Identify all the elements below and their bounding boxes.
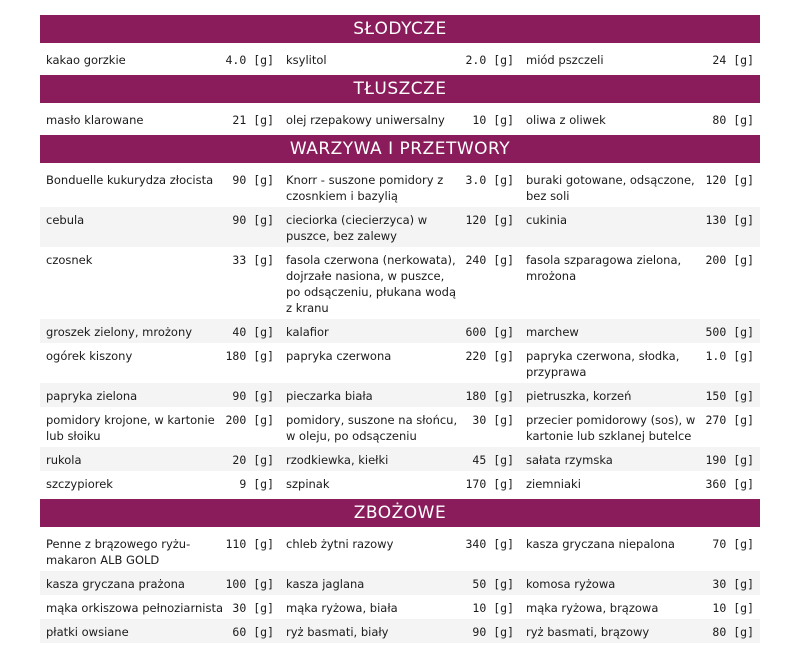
- quantity-value: 90: [232, 213, 247, 227]
- product-name: chleb żytni razowy: [286, 537, 394, 551]
- table-row: [40, 319, 760, 343]
- product-cell: [40, 319, 280, 343]
- product-quantity: [466, 348, 515, 380]
- quantity-value: 180: [465, 389, 487, 403]
- product-quantity: [706, 412, 755, 444]
- product-quantity: [466, 52, 515, 68]
- quantity-unit: [g]: [253, 173, 274, 187]
- product-name: pomidory krojone, w kartonie lub słoiku: [46, 413, 215, 443]
- product-name: kasza jaglana: [286, 577, 365, 591]
- table-row: [40, 571, 760, 595]
- quantity-unit: [g]: [733, 389, 754, 403]
- quantity-unit: [g]: [733, 413, 754, 427]
- product-cell: [520, 383, 760, 407]
- section-header: SŁODYCZE: [40, 15, 760, 43]
- quantity-value: 360: [705, 477, 727, 491]
- product-quantity: [226, 576, 275, 592]
- product-quantity: [706, 212, 755, 244]
- product-name: mąka orkiszowa pełnoziarnista: [46, 601, 224, 615]
- product-name: groszek zielony, mrożony: [46, 325, 193, 339]
- table-row: [40, 383, 760, 407]
- product-name: mąka ryżowa, biała: [286, 601, 398, 615]
- section-header: WARZYWA I PRZETWORY: [40, 135, 760, 163]
- product-cell: [520, 319, 760, 343]
- product-name: płatki owsiane: [46, 625, 129, 639]
- quantity-value: 120: [465, 213, 487, 227]
- product-cell: [40, 619, 280, 643]
- product-cell: [520, 343, 760, 383]
- product-name: ryż basmati, brązowy: [526, 625, 650, 639]
- quantity-value: 120: [705, 173, 727, 187]
- quantity-value: 110: [225, 537, 247, 551]
- quantity-unit: [g]: [253, 601, 274, 615]
- product-quantity: [232, 452, 274, 468]
- product-name: papryka zielona: [46, 389, 138, 403]
- product-quantity: [712, 112, 754, 128]
- quantity-value: 270: [705, 413, 727, 427]
- product-quantity: [232, 172, 274, 204]
- product-name: kasza gryczana niepalona: [526, 537, 675, 551]
- product-quantity: [239, 476, 274, 492]
- table-row: [40, 167, 760, 207]
- quantity-value: 180: [225, 349, 247, 363]
- product-cell: [520, 571, 760, 595]
- product-cell: [40, 343, 280, 383]
- quantity-unit: [g]: [493, 601, 514, 615]
- quantity-value: 600: [465, 325, 487, 339]
- product-cell: [40, 47, 280, 71]
- product-cell: [520, 447, 760, 471]
- product-quantity: [706, 324, 755, 340]
- quantity-unit: [g]: [253, 253, 274, 267]
- product-cell: [280, 471, 520, 495]
- quantity-value: 130: [705, 213, 727, 227]
- product-cell: [40, 571, 280, 595]
- product-name: papryka czerwona: [286, 349, 392, 363]
- quantity-value: 30: [232, 601, 247, 615]
- quantity-value: 3.0: [465, 173, 487, 187]
- table-row: [40, 531, 760, 571]
- quantity-value: 33: [232, 253, 247, 267]
- product-name: komosa ryżowa: [526, 577, 616, 591]
- product-quantity: [226, 348, 275, 380]
- product-quantity: [466, 324, 515, 340]
- quantity-unit: [g]: [733, 325, 754, 339]
- product-name: rzodkiewka, kiełki: [286, 453, 389, 467]
- quantity-unit: [g]: [493, 113, 514, 127]
- quantity-value: 170: [465, 477, 487, 491]
- product-quantity: [466, 212, 515, 244]
- section-rows: [40, 47, 760, 71]
- quantity-unit: [g]: [733, 577, 754, 591]
- product-cell: [520, 47, 760, 71]
- product-quantity: [472, 112, 514, 128]
- product-quantity: [466, 388, 515, 404]
- product-quantity: [226, 52, 275, 68]
- table-row: [40, 207, 760, 247]
- product-name: sałata rzymska: [526, 453, 613, 467]
- table-row: [40, 619, 760, 643]
- quantity-value: 21: [232, 113, 247, 127]
- product-name: kalafior: [286, 325, 329, 339]
- product-quantity: [706, 348, 755, 380]
- product-quantity: [706, 452, 755, 468]
- quantity-value: 340: [465, 537, 487, 551]
- product-cell: [280, 247, 520, 319]
- product-cell: [520, 167, 760, 207]
- table-row: [40, 471, 760, 495]
- product-name: miód pszczeli: [526, 53, 604, 67]
- quantity-unit: [g]: [493, 577, 514, 591]
- quantity-unit: [g]: [733, 477, 754, 491]
- quantity-unit: [g]: [253, 413, 274, 427]
- quantity-value: 220: [465, 349, 487, 363]
- product-cell: [40, 407, 280, 447]
- quantity-value: 500: [705, 325, 727, 339]
- quantity-unit: [g]: [493, 477, 514, 491]
- quantity-value: 90: [472, 625, 487, 639]
- product-name: kakao gorzkie: [46, 53, 126, 67]
- quantity-value: 4.0: [225, 53, 247, 67]
- product-quantity: [706, 476, 755, 492]
- product-quantity: [466, 476, 515, 492]
- product-cell: [40, 247, 280, 319]
- product-name: szpinak: [286, 477, 330, 491]
- product-name: rukola: [46, 453, 82, 467]
- quantity-value: 80: [712, 113, 727, 127]
- section-header: ZBOŻOWE: [40, 499, 760, 527]
- product-name: masło klarowane: [46, 113, 144, 127]
- quantity-unit: [g]: [253, 477, 274, 491]
- table-row: [40, 47, 760, 71]
- quantity-value: 2.0: [465, 53, 487, 67]
- quantity-unit: [g]: [733, 349, 754, 363]
- product-name: ryż basmati, biały: [286, 625, 389, 639]
- product-cell: [40, 471, 280, 495]
- product-name: kasza gryczana prażona: [46, 577, 185, 591]
- section-rows: [40, 531, 760, 643]
- product-quantity: [232, 388, 274, 404]
- quantity-unit: [g]: [493, 537, 514, 551]
- product-cell: [280, 531, 520, 571]
- quantity-unit: [g]: [733, 53, 754, 67]
- product-quantity: [712, 600, 754, 616]
- quantity-value: 80: [712, 625, 727, 639]
- product-quantity: [466, 172, 515, 204]
- product-name: oliwa z oliwek: [526, 113, 606, 127]
- product-name: ogórek kiszony: [46, 349, 133, 363]
- product-name: ziemniaki: [526, 477, 581, 491]
- quantity-value: 200: [705, 253, 727, 267]
- quantity-unit: [g]: [733, 453, 754, 467]
- product-name: olej rzepakowy uniwersalny: [286, 113, 445, 127]
- product-cell: [40, 167, 280, 207]
- quantity-unit: [g]: [493, 325, 514, 339]
- quantity-unit: [g]: [733, 213, 754, 227]
- product-name: fasola czerwona (nerkowata), dojrzałe nasiona, w puszce, po odsączeniu, płukana wodą z kranu: [286, 253, 457, 315]
- quantity-value: 70: [712, 537, 727, 551]
- product-cell: [40, 207, 280, 247]
- quantity-unit: [g]: [493, 173, 514, 187]
- product-cell: [280, 407, 520, 447]
- quantity-value: 10: [472, 601, 487, 615]
- quantity-value: 190: [705, 453, 727, 467]
- table-row: [40, 107, 760, 131]
- product-cell: [40, 107, 280, 131]
- product-cell: [280, 107, 520, 131]
- quantity-value: 30: [712, 577, 727, 591]
- product-name: przecier pomidorowy (sos), w kartonie lub szklanej butelce: [526, 413, 696, 443]
- quantity-unit: [g]: [253, 349, 274, 363]
- quantity-unit: [g]: [733, 113, 754, 127]
- product-name: mąka ryżowa, brązowa: [526, 601, 659, 615]
- product-cell: [280, 383, 520, 407]
- quantity-unit: [g]: [253, 53, 274, 67]
- product-cell: [280, 343, 520, 383]
- quantity-unit: [g]: [253, 453, 274, 467]
- product-quantity: [706, 388, 755, 404]
- product-name: czosnek: [46, 253, 93, 267]
- table-row: [40, 343, 760, 383]
- quantity-unit: [g]: [733, 601, 754, 615]
- product-quantity: [226, 412, 275, 444]
- table-row: [40, 407, 760, 447]
- product-quantity: [706, 252, 755, 316]
- product-quantity: [712, 576, 754, 592]
- section-rows: [40, 107, 760, 131]
- quantity-unit: [g]: [493, 349, 514, 363]
- product-cell: [280, 47, 520, 71]
- quantity-unit: [g]: [253, 389, 274, 403]
- quantity-value: 50: [472, 577, 487, 591]
- product-quantity: [712, 536, 754, 568]
- product-quantity: [472, 452, 514, 468]
- product-cell: [520, 595, 760, 619]
- product-quantity: [472, 576, 514, 592]
- quantity-value: 60: [232, 625, 247, 639]
- product-name: pietruszka, korzeń: [526, 389, 632, 403]
- quantity-unit: [g]: [253, 213, 274, 227]
- quantity-value: 90: [232, 389, 247, 403]
- product-name: marchew: [526, 325, 579, 339]
- product-cell: [520, 619, 760, 643]
- quantity-value: 90: [232, 173, 247, 187]
- product-cell: [280, 319, 520, 343]
- product-name: cieciorka (ciecierzyca) w puszce, bez zalewy: [286, 213, 428, 243]
- product-quantity: [706, 172, 755, 204]
- product-cell: [40, 383, 280, 407]
- quantity-unit: [g]: [733, 537, 754, 551]
- product-quantity: [232, 212, 274, 244]
- quantity-unit: [g]: [493, 253, 514, 267]
- product-quantity: [226, 536, 275, 568]
- product-name: Penne z brązowego ryżu-makaron ALB GOLD: [46, 537, 191, 567]
- quantity-unit: [g]: [493, 213, 514, 227]
- quantity-value: 40: [232, 325, 247, 339]
- product-quantity: [232, 112, 274, 128]
- product-cell: [40, 531, 280, 571]
- product-quantity: [712, 624, 754, 640]
- quantity-value: 10: [712, 601, 727, 615]
- product-name: pieczarka biała: [286, 389, 373, 403]
- product-name: fasola szparagowa zielona, mrożona: [526, 253, 682, 283]
- quantity-unit: [g]: [493, 413, 514, 427]
- quantity-unit: [g]: [733, 173, 754, 187]
- product-cell: [280, 571, 520, 595]
- section-header: TŁUSZCZE: [40, 75, 760, 103]
- quantity-value: 24: [712, 53, 727, 67]
- product-cell: [280, 595, 520, 619]
- quantity-unit: [g]: [733, 253, 754, 267]
- quantity-unit: [g]: [253, 625, 274, 639]
- product-quantity: [232, 600, 274, 616]
- product-quantity: [466, 536, 515, 568]
- product-cell: [40, 447, 280, 471]
- product-quantity: [232, 324, 274, 340]
- quantity-unit: [g]: [493, 53, 514, 67]
- quantity-unit: [g]: [253, 537, 274, 551]
- product-name: Knorr - suszone pomidory z czosnkiem i bazylią: [286, 173, 444, 203]
- quantity-value: 30: [472, 413, 487, 427]
- product-cell: [280, 447, 520, 471]
- quantity-value: 10: [472, 113, 487, 127]
- product-name: buraki gotowane, odsączone, bez soli: [526, 173, 695, 203]
- table-row: [40, 595, 760, 619]
- product-quantity: [466, 252, 515, 316]
- quantity-value: 1.0: [705, 349, 727, 363]
- product-cell: [280, 619, 520, 643]
- product-quantity: [472, 600, 514, 616]
- product-name: ksylitol: [286, 53, 327, 67]
- product-quantity: [472, 624, 514, 640]
- product-cell: [520, 471, 760, 495]
- product-cell: [280, 207, 520, 247]
- quantity-unit: [g]: [493, 625, 514, 639]
- product-cell: [520, 247, 760, 319]
- quantity-unit: [g]: [733, 625, 754, 639]
- product-name: Bonduelle kukurydza złocista: [46, 173, 214, 187]
- table-row: [40, 247, 760, 319]
- product-quantity: [472, 412, 514, 444]
- product-name: papryka czerwona, słodka, przyprawa: [526, 349, 680, 379]
- product-cell: [520, 531, 760, 571]
- quantity-value: 100: [225, 577, 247, 591]
- quantity-value: 240: [465, 253, 487, 267]
- table-row: [40, 447, 760, 471]
- product-quantity: [232, 624, 274, 640]
- section-rows: [40, 167, 760, 495]
- product-quantity: [712, 52, 754, 68]
- product-name: cebula: [46, 213, 85, 227]
- quantity-value: 200: [225, 413, 247, 427]
- quantity-unit: [g]: [493, 389, 514, 403]
- product-name: szczypiorek: [46, 477, 113, 491]
- product-cell: [280, 167, 520, 207]
- quantity-unit: [g]: [253, 113, 274, 127]
- product-cell: [520, 207, 760, 247]
- product-name: pomidory, suszone na słońcu, w oleju, po odsączeniu: [286, 413, 458, 443]
- quantity-unit: [g]: [493, 453, 514, 467]
- quantity-unit: [g]: [253, 325, 274, 339]
- quantity-unit: [g]: [253, 577, 274, 591]
- product-quantity: [232, 252, 274, 316]
- shopping-list-document: [40, 15, 760, 647]
- quantity-value: 150: [705, 389, 727, 403]
- product-name: cukinia: [526, 213, 567, 227]
- quantity-value: 20: [232, 453, 247, 467]
- product-cell: [40, 595, 280, 619]
- product-cell: [520, 407, 760, 447]
- quantity-value: 9: [239, 477, 247, 491]
- product-cell: [520, 107, 760, 131]
- quantity-value: 45: [472, 453, 487, 467]
